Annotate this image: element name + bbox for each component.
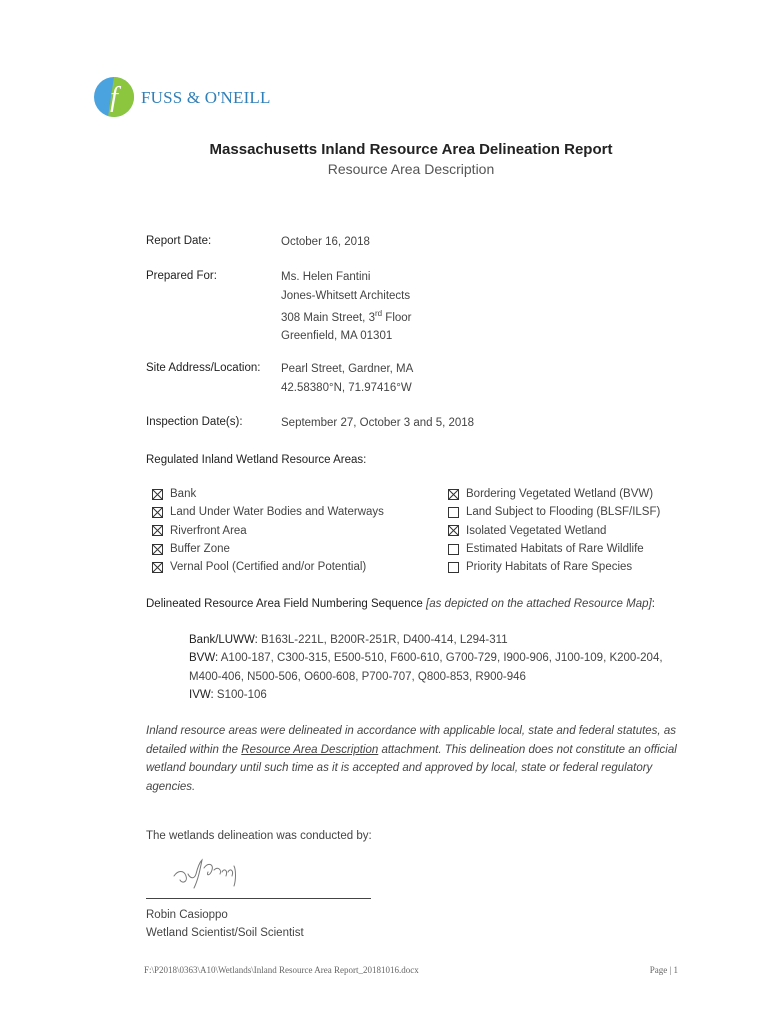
footer-page-number: Page | 1: [649, 965, 678, 975]
prepared-for-city: Greenfield, MA 01301: [281, 330, 393, 343]
inspection-dates-value: September 27, October 3 and 5, 2018: [281, 417, 475, 429]
checkbox-row-right-3: [448, 540, 660, 558]
checkbox-row-left-2: [152, 522, 384, 540]
signer-title: Wetland Scientist/Soil Scientist: [146, 927, 304, 940]
checked-box-icon[interactable]: [152, 507, 163, 518]
checkbox-label: Estimated Habitats of Rare Wildlife: [466, 543, 644, 556]
bank-luww-row: [189, 631, 689, 649]
svg-text:f: f: [110, 82, 118, 113]
regulated-areas-heading: Regulated Inland Wetland Resource Areas:: [146, 454, 367, 466]
prepared-for-block: [281, 268, 412, 346]
checkbox-row-right-0: [448, 485, 660, 503]
checkbox-row-left-4: [152, 558, 384, 576]
company-name: FUSS & O'NEILL: [141, 88, 271, 107]
bvw-value: A100-187, C300-315, E500-510, F600-610, G700-729, I900-906, J100-109, K200-204, M400-406, N500-506, O600-608, P700-707, Q800-853, R900-946: [189, 652, 663, 683]
checkbox-label: Land Under Water Bodies and Waterways: [170, 506, 384, 519]
checkbox-label: Priority Habitats of Rare Species: [466, 561, 633, 574]
site-coordinates: 42.58380°N, 71.97416°W: [281, 381, 412, 394]
signature-image: [170, 856, 250, 890]
checkbox-label: Isolated Vegetated Wetland: [466, 524, 607, 537]
company-logo-mark: [94, 77, 134, 117]
checked-box-icon[interactable]: [448, 525, 459, 536]
unchecked-box-icon[interactable]: [448, 507, 459, 518]
report-subtitle: Resource Area Description: [327, 161, 495, 177]
prepared-for-street: 308 Main Street, 3rd Floor: [281, 309, 412, 324]
signature-line: [146, 898, 371, 899]
checkbox-label: Vernal Pool (Certified and/or Potential): [170, 561, 367, 574]
report-date-value: October 16, 2018: [281, 236, 370, 248]
numbering-sequence-title: Delineated Resource Area Field Numbering Sequence: [146, 598, 423, 610]
numbering-sequence-block: [189, 631, 689, 705]
prepared-for-name: Ms. Helen Fantini: [281, 271, 371, 283]
checked-box-icon[interactable]: [152, 525, 163, 536]
report-date-label: Report Date:: [146, 235, 212, 247]
numbering-sequence-note: [as depicted on the attached Resource Map]: [426, 598, 652, 610]
checked-box-icon[interactable]: [152, 544, 163, 555]
signer-name: Robin Casioppo: [146, 909, 228, 921]
ivw-row: [189, 686, 689, 704]
unchecked-box-icon[interactable]: [448, 544, 459, 555]
inspection-dates-label: Inspection Date(s):: [146, 416, 243, 428]
resource-area-description-link[interactable]: Resource Area Description: [241, 743, 379, 756]
bank-luww-label: Bank/LUWW:: [189, 634, 258, 646]
checkbox-label: Bordering Vegetated Wetland (BVW): [466, 488, 654, 501]
checked-box-icon[interactable]: [448, 489, 459, 500]
bvw-label: BVW:: [189, 652, 219, 665]
conducted-by-text: The wetlands delineation was conducted by:: [146, 830, 372, 842]
bank-luww-value: B163L-221L, B200R-251R, D400-414, L294-311: [261, 634, 508, 646]
bvw-row: [189, 649, 689, 686]
report-title: Massachusetts Inland Resource Area Delineation Report: [209, 141, 613, 158]
unchecked-box-icon[interactable]: [448, 562, 459, 573]
ivw-value: S100-106: [216, 689, 267, 702]
signer-block: [146, 906, 304, 943]
checkbox-row-right-1: [448, 503, 660, 521]
checkbox-row-right-2: [448, 522, 660, 540]
checkbox-row-left-1: [152, 503, 384, 521]
checkbox-label: Bank: [170, 488, 197, 501]
checkbox-row-left-0: [152, 485, 384, 503]
regulated-areas-left-column: [152, 485, 384, 576]
numbering-sequence-heading: Delineated Resource Area Field Numbering Sequence [as depicted on the attached Resource Map]:: [146, 598, 655, 610]
ivw-label: IVW:: [189, 689, 214, 702]
checked-box-icon[interactable]: [152, 562, 163, 573]
delineation-statement: Inland resource areas were delineated in accordance with applicable local, state and federal statutes, as detailed within the Resource Area Description attachment. This delineation does not constitute an official wetland boundary until such time as it is accepted and approved by local, state or federal regulatory agencies.: [146, 725, 677, 793]
checkbox-label: Riverfront Area: [170, 524, 247, 537]
checkbox-row-right-4: [448, 558, 660, 576]
checkbox-row-left-3: [152, 540, 384, 558]
site-address-value: Pearl Street, Gardner, MA: [281, 363, 414, 375]
prepared-for-label: Prepared For:: [146, 270, 217, 282]
site-address-label: Site Address/Location:: [146, 362, 261, 374]
regulated-areas-right-column: [448, 485, 660, 576]
site-address-block: [281, 360, 413, 397]
footer-file-path: F:\P2018\0363\A10\Wetlands\Inland Resource Area Report_20181016.docx: [144, 965, 419, 975]
checkbox-label: Land Subject to Flooding (BLSF/ILSF): [466, 506, 661, 519]
checkbox-label: Buffer Zone: [170, 543, 230, 556]
prepared-for-company: Jones-Whitsett Architects: [281, 289, 411, 302]
checked-box-icon[interactable]: [152, 489, 163, 500]
